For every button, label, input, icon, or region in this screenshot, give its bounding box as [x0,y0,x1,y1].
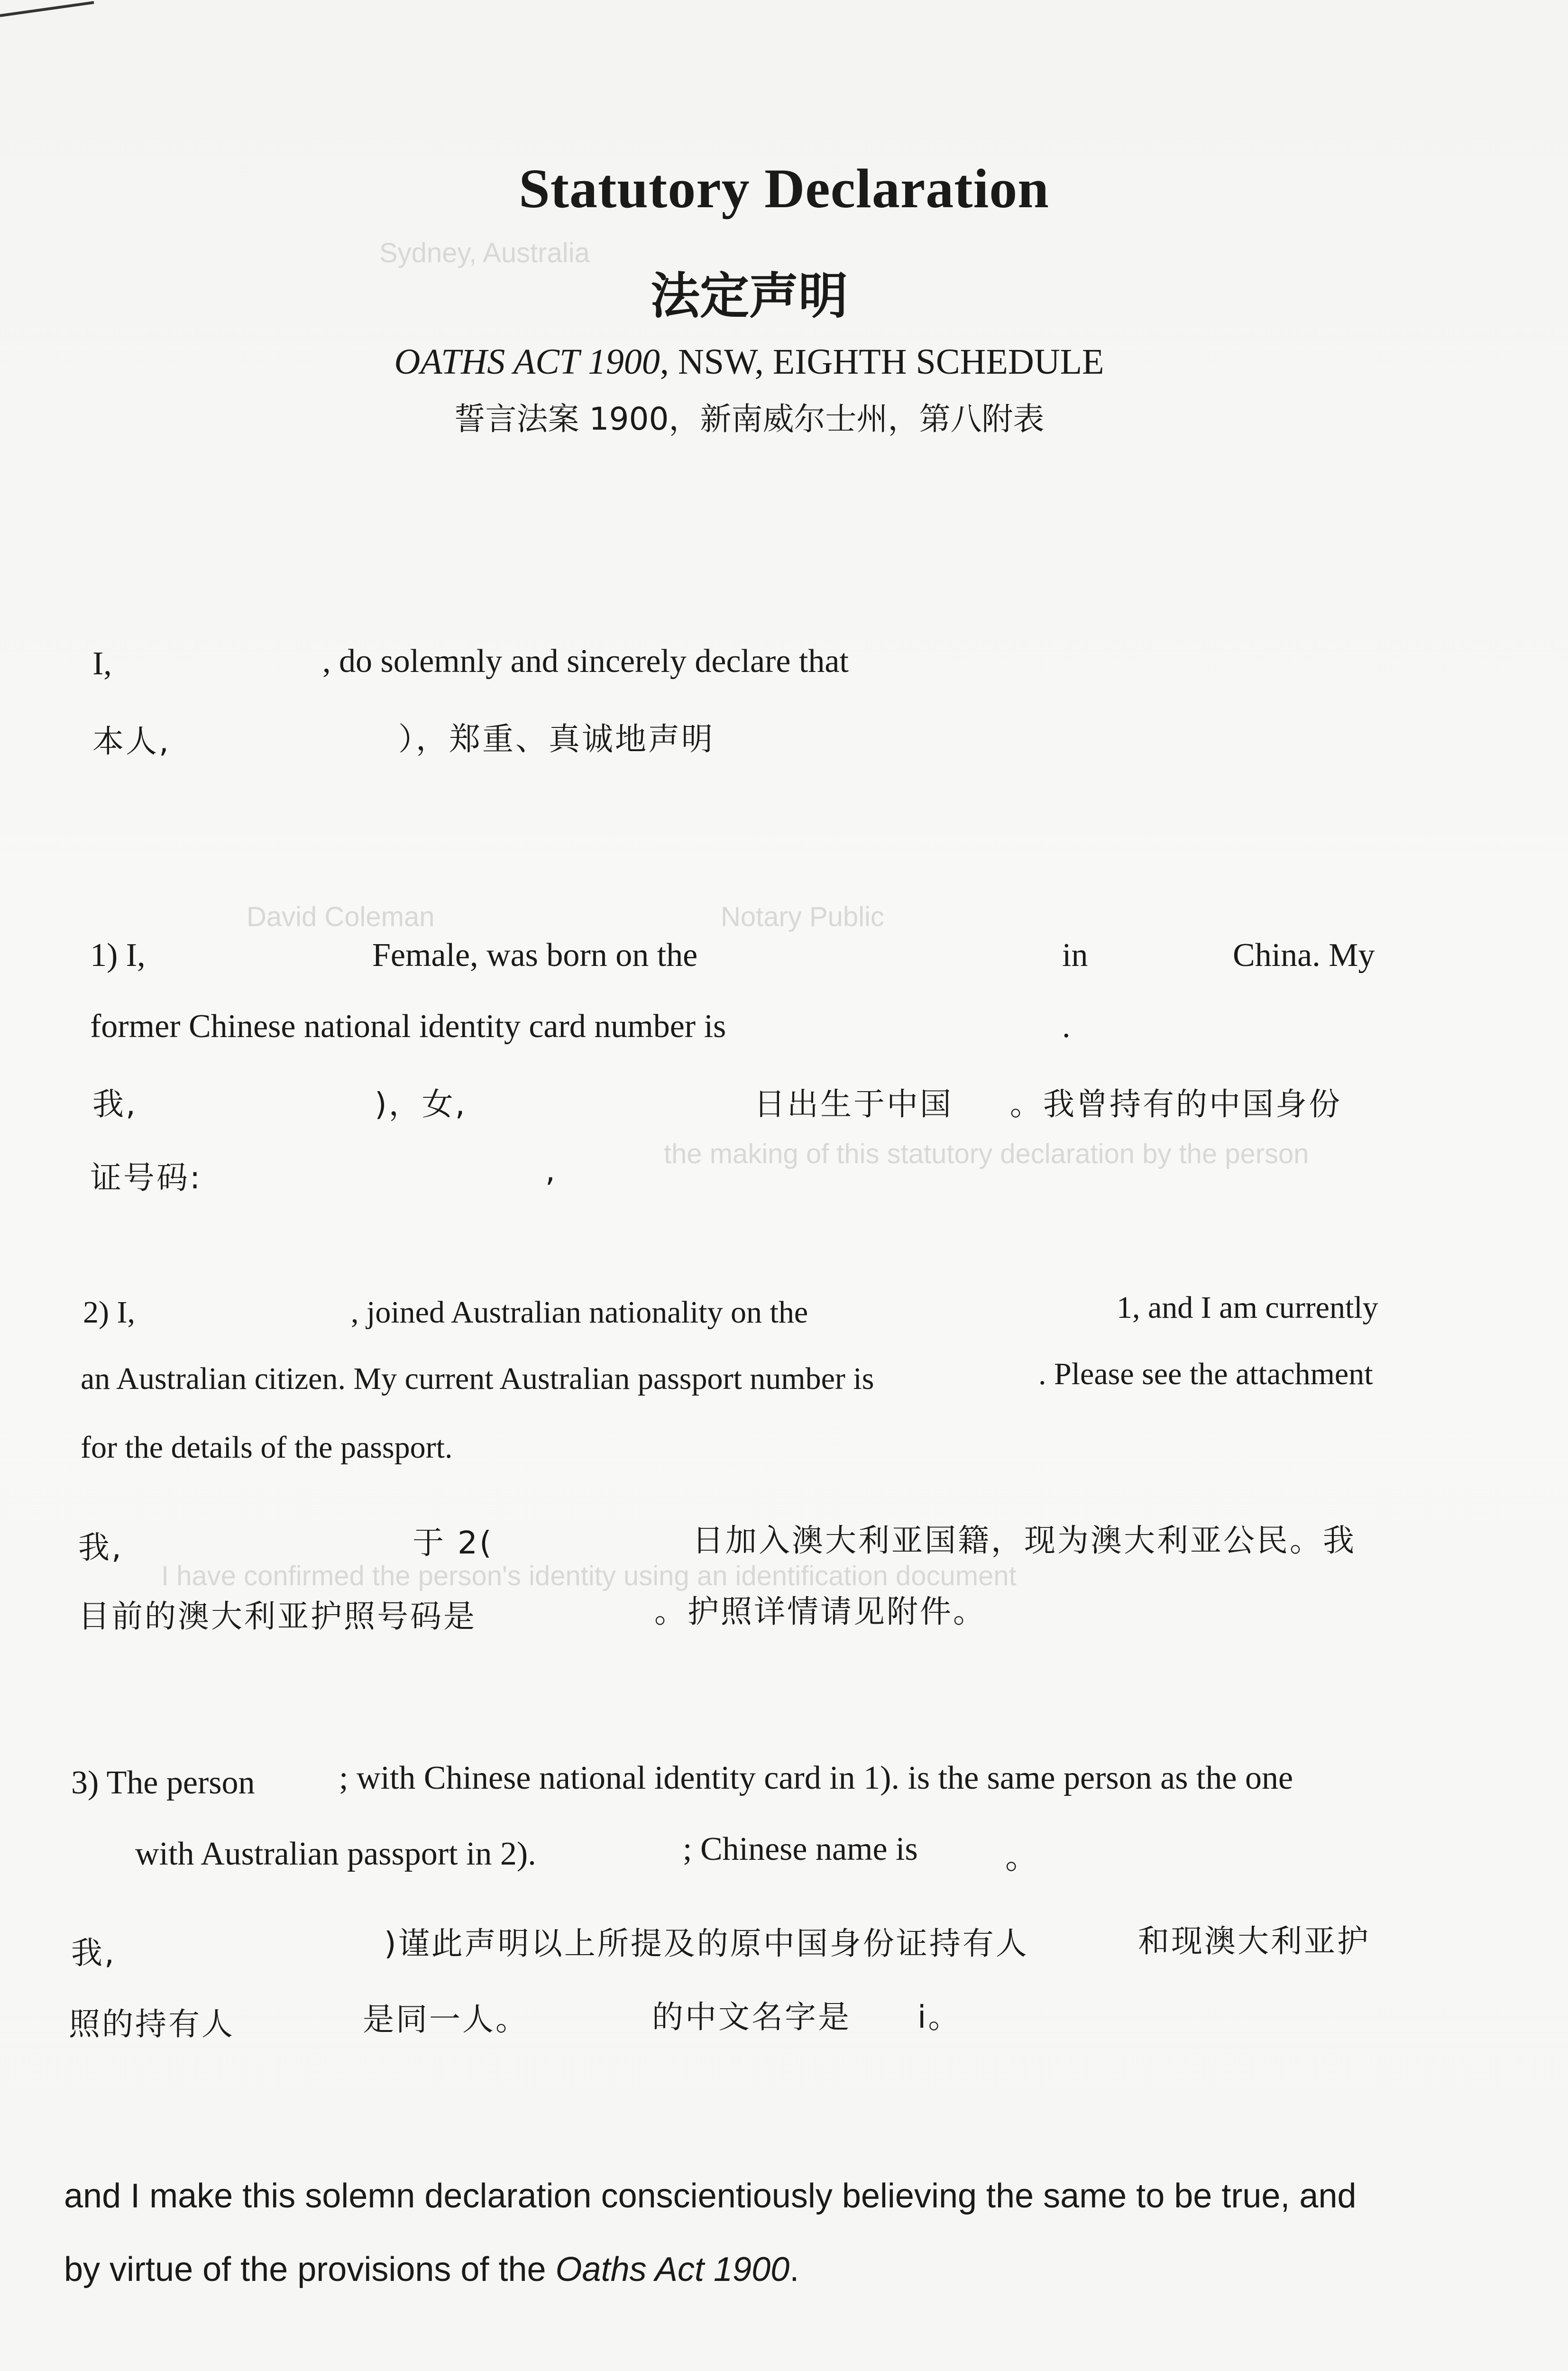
clause3-zh: 的中文名字是 [652,1999,851,2035]
show-through-text: Sydney, Australia [379,238,590,268]
clause3-zh: )谨此声明以上所提及的原中国身份证持有人 [384,1925,1029,1962]
clause1-text: China. My [1233,937,1375,974]
show-through-text: Notary Public [721,901,884,932]
clause2-text: , joined Australian nationality on the [351,1295,808,1330]
closing-line-2 [64,2250,799,2289]
clause2-text: 1, and I am currently [1117,1290,1378,1325]
show-through-text: I have confirmed the person's identity using an identification document [161,1561,1017,1591]
document-title: Statutory Declaration [519,157,1049,220]
clause3-zh: 照的持有人 [69,2006,235,2042]
document-title-chinese: 法定声明 [650,267,848,325]
clause2-text: an Australian citizen. My current Australian passport number is [81,1361,874,1396]
closing-period: . [789,2251,799,2288]
clause2-text: . Please see the attachment [1038,1357,1373,1391]
clause1-zh: 我, [92,1086,138,1122]
intro-zh-end: ），郑重、真诚地声明 [398,721,715,757]
closing-text: by virtue of the provisions of the [64,2251,556,2288]
clause2-zh: 目前的澳大利亚护照号码是 [78,1598,477,1635]
clause2-zh: 。护照详情请见附件。 [654,1593,986,1630]
clause3-text: 。 [1005,1839,1038,1876]
clause3-zh: 是同一人。 [363,2001,529,2038]
intro-en-end: , do solemnly and sincerely declare that [322,643,849,680]
clause1-text: former Chinese national identity card number is [90,1008,726,1045]
closing-act-name: Oaths Act 1900 [555,2251,790,2288]
clause2-zh: 于 2( [413,1525,494,1561]
clause1-zh: 日出生于中国 [754,1086,953,1122]
intro-en-start: I, [92,645,112,682]
corner-scan-line [0,1,94,17]
clause3-text: with Australian passport in 2). [135,1836,536,1872]
clause3-number: 3) The person [71,1764,255,1801]
act-reference [0,341,1498,383]
clause1-text: . [1062,1008,1071,1045]
show-through-text: David Coleman [247,901,435,932]
clause1-number: 1) I, [90,937,146,974]
act-name: OATHS ACT 1900 [394,342,660,382]
clause1-zh: )，女, [375,1086,467,1122]
clause1-zh: 。我曾持有的中国身份 [1010,1086,1342,1122]
intro-zh-start: 本人, [92,723,171,760]
clause3-zh: 和现澳大利亚护 [1138,1923,1370,1959]
clause1-zh: , [545,1152,557,1189]
clause3-zh: i。 [917,1999,962,2035]
clause3-text: ; Chinese name is [683,1831,918,1867]
act-reference-chinese: 誓言法案 1900，新南威尔士州，第八附表 [454,401,1045,437]
act-schedule: , NSW, EIGHTH SCHEDULE [660,342,1104,382]
clause2-text: for the details of the passport. [81,1430,453,1465]
show-through-text: the making of this statutory declaration by the person [664,1139,1309,1169]
clause3-zh: 我, [71,1935,116,1971]
clause1-text: in [1062,937,1088,974]
clause1-zh: 证号码: [90,1159,202,1196]
clause3-text: ; with Chinese national identity card in 1). is the same person as the one [339,1760,1293,1796]
clause2-zh: 日加入澳大利亚国籍，现为澳大利亚公民。我 [692,1522,1356,1559]
clause2-number: 2) I, [83,1295,135,1330]
clause1-text: Female, was born on the [372,937,698,974]
clause2-zh: 我, [78,1529,123,1566]
closing-line-1: and I make this solemn declaration conscientiously believing the same to be true, and [64,2177,1357,2215]
